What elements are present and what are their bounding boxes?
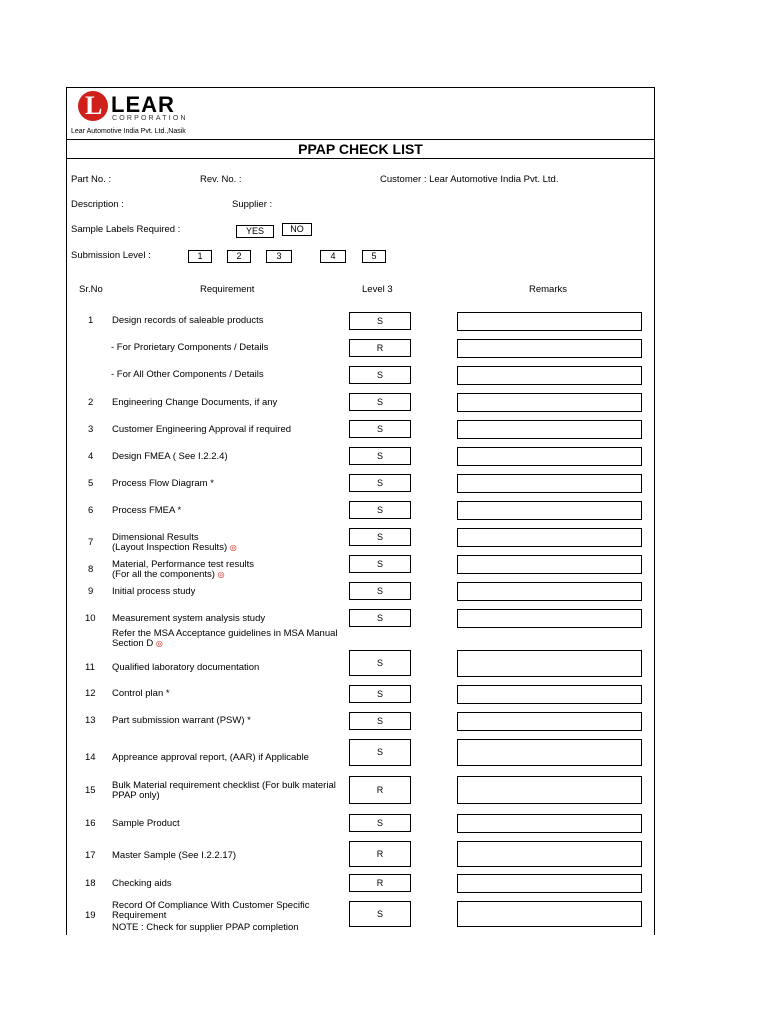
part-no-label: Part No. : (71, 174, 112, 185)
row-number: 18 (85, 878, 96, 889)
row-requirement: Qualified laboratory documentation (112, 662, 260, 673)
level-2-box[interactable]: 2 (227, 250, 251, 263)
msa-note-2: Section D ◎ (112, 638, 163, 649)
row-requirement: Material, Performance test results (112, 559, 255, 570)
level-cell[interactable]: S (349, 609, 411, 627)
col-requirement: Requirement (200, 284, 255, 295)
row-number: 9 (88, 586, 94, 597)
rev-no-label: Rev. No. : (200, 174, 242, 185)
level-cell[interactable]: S (349, 474, 411, 492)
remarks-field[interactable] (457, 474, 642, 493)
row-number: 8 (88, 564, 94, 575)
remarks-field[interactable] (457, 420, 642, 439)
level-cell[interactable]: S (349, 420, 411, 438)
row-requirement: - For Prorietary Components / Details (111, 342, 269, 353)
frame-top (66, 87, 655, 88)
level-cell[interactable]: S (349, 555, 411, 573)
level-1-box[interactable]: 1 (188, 250, 212, 263)
row-number: 12 (85, 688, 96, 699)
logo-letter: L (85, 91, 103, 120)
row-requirement: Design records of saleable products (112, 315, 264, 326)
submission-level-label: Submission Level : (71, 250, 151, 261)
level-cell[interactable]: S (349, 528, 411, 546)
level-cell[interactable]: S (349, 501, 411, 519)
target-mark-icon: ◎ (217, 570, 225, 579)
level-cell[interactable]: R (349, 776, 411, 804)
row-number: 15 (85, 785, 96, 796)
row-number: 7 (88, 537, 94, 548)
remarks-field[interactable] (457, 582, 642, 601)
row-requirement: Checking aids (112, 878, 172, 889)
remarks-field[interactable] (457, 776, 642, 804)
row-number: 17 (85, 850, 96, 861)
row-number: 4 (88, 451, 94, 462)
supplier-label: Supplier : (232, 199, 273, 210)
row-number: 19 (85, 910, 96, 921)
no-checkbox[interactable]: NO (282, 223, 312, 236)
remarks-field[interactable] (457, 312, 642, 331)
row-requirement-cont: (For all the components) ◎ (112, 569, 225, 580)
level-cell[interactable]: S (349, 901, 411, 927)
remarks-field[interactable] (457, 501, 642, 520)
remarks-field[interactable] (457, 841, 642, 867)
row-number: 11 (85, 662, 95, 673)
level-cell[interactable]: S (349, 447, 411, 465)
remarks-field[interactable] (457, 739, 642, 766)
row-requirement: Appreance approval report, (AAR) if Applicable (112, 752, 309, 763)
col-srno: Sr.No (79, 284, 103, 295)
level-3-box[interactable]: 3 (266, 250, 292, 263)
target-mark-icon: ◎ (155, 639, 163, 648)
row-number: 6 (88, 505, 94, 516)
level-5-box[interactable]: 5 (362, 250, 386, 263)
description-label: Description : (71, 199, 124, 210)
target-mark-icon: ◎ (229, 543, 237, 552)
remarks-field[interactable] (457, 901, 642, 927)
row-number: 3 (88, 424, 94, 435)
remarks-field[interactable] (457, 650, 642, 677)
row-requirement: Dimensional Results (112, 532, 199, 543)
row-number: 1 (88, 315, 94, 326)
remarks-field[interactable] (457, 528, 642, 547)
level-4-box[interactable]: 4 (320, 250, 346, 263)
remarks-field[interactable] (457, 393, 642, 412)
level-cell[interactable]: S (349, 366, 411, 384)
row-number: 13 (85, 715, 96, 726)
row-number: 5 (88, 478, 94, 489)
page-title: PPAP CHECK LIST (66, 139, 655, 159)
level-cell[interactable]: S (349, 650, 411, 676)
row-requirement-cont: Requirement (112, 910, 167, 921)
level-cell[interactable]: R (349, 874, 411, 892)
company-name: Lear Automotive India Pvt. Ltd.,Nasik (71, 128, 186, 135)
row-requirement: Design FMEA ( See I.2.2.4) (112, 451, 228, 462)
remarks-field[interactable] (457, 609, 642, 628)
level-cell[interactable]: S (349, 712, 411, 730)
level-cell[interactable]: S (349, 312, 411, 330)
remarks-field[interactable] (457, 712, 642, 731)
row-number: 16 (85, 818, 96, 829)
remarks-field[interactable] (457, 685, 642, 704)
row-requirement: Measurement system analysis study (112, 613, 266, 624)
row-requirement: Control plan * (112, 688, 170, 699)
level-cell[interactable]: S (349, 685, 411, 703)
row-requirement: Engineering Change Documents, if any (112, 397, 278, 408)
row-number: 10 (85, 613, 96, 624)
level-cell[interactable]: R (349, 841, 411, 867)
remarks-field[interactable] (457, 339, 642, 358)
customer-label: Customer : Lear Automotive India Pvt. Ltd. (380, 174, 559, 185)
level-cell[interactable]: S (349, 582, 411, 600)
yes-checkbox[interactable]: YES (236, 225, 274, 238)
row-requirement: Customer Engineering Approval if required (112, 424, 292, 435)
row-requirement: Master Sample (See I.2.2.17) (112, 850, 237, 861)
logo-subtitle: CORPORATION (112, 115, 188, 122)
row-requirement: - For All Other Components / Details (111, 369, 264, 380)
row-requirement: Initial process study (112, 586, 196, 597)
row-requirement: Sample Product (112, 818, 180, 829)
logo-text: LEAR (111, 92, 175, 117)
frame-right (654, 87, 655, 935)
remarks-field[interactable] (457, 814, 642, 833)
level-cell[interactable]: S (349, 739, 411, 766)
final-note: NOTE : Check for supplier PPAP completion (112, 922, 299, 933)
row-requirement: Process Flow Diagram * (112, 478, 214, 489)
row-requirement: Record Of Compliance With Customer Specific (112, 900, 310, 911)
col-remarks: Remarks (529, 284, 568, 295)
msa-note: Refer the MSA Acceptance guidelines in MSA Manual (112, 628, 338, 639)
row-requirement: Bulk Material requirement checklist (For bulk material (112, 780, 336, 791)
remarks-field[interactable] (457, 874, 642, 893)
row-requirement: Process FMEA * (112, 505, 182, 516)
level-cell[interactable]: S (349, 393, 411, 411)
remarks-field[interactable] (457, 555, 642, 574)
row-number: 2 (88, 397, 94, 408)
sample-labels-label: Sample Labels Required : (71, 224, 181, 235)
frame-left (66, 87, 67, 935)
remarks-field[interactable] (457, 366, 642, 385)
level-cell[interactable]: R (349, 339, 411, 357)
row-number: 14 (85, 752, 96, 763)
row-requirement-cont: PPAP only) (112, 790, 160, 801)
remarks-field[interactable] (457, 447, 642, 466)
row-requirement: Part submission warrant (PSW) * (112, 715, 251, 726)
row-requirement-cont: (Layout Inspection Results) ◎ (112, 542, 237, 553)
col-level: Level 3 (362, 284, 393, 295)
level-cell[interactable]: S (349, 814, 411, 832)
